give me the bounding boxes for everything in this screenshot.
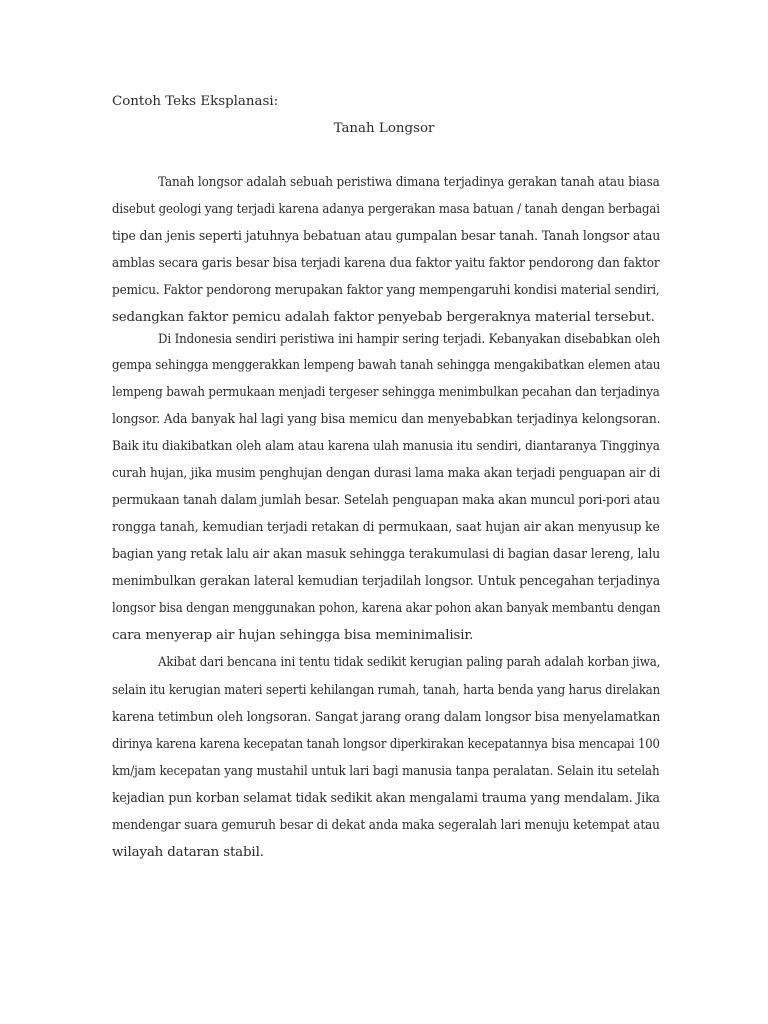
paragraph-line: longsor. Ada banyak hal lagi yang bisa memicu dan menyebabkan terjadinya kelongsoran. xyxy=(112,412,661,427)
paragraph-line: tipe dan jenis seperti jatuhnya bebatuan atau gumpalan besar tanah. Tanah longsor atau xyxy=(112,229,661,244)
paragraph-line: karena tetimbun oleh longsoran. Sangat jarang orang dalam longsor bisa menyelamatkan xyxy=(112,710,661,725)
paragraph-line: disebut geologi yang terjadi karena adanya pergerakan masa batuan / tanah dengan berbagai xyxy=(112,202,660,217)
paragraph-line: Baik itu diakibatkan oleh alam atau karena ulah manusia itu sendiri, diantaranya Tingginya xyxy=(112,439,660,454)
paragraph-line: menimbulkan gerakan lateral kemudian terjadilah longsor. Untuk pencegahan terjadinya xyxy=(112,574,661,589)
document-title: Tanah Longsor xyxy=(333,121,435,136)
paragraph-line: wilayah dataran stabil. xyxy=(112,845,264,860)
paragraph-line: Di Indonesia sendiri peristiwa ini hampir sering terjadi. Kebanyakan disebabkan oleh xyxy=(158,332,661,347)
paragraph-line: rongga tanah, kemudian terjadi retakan di permukaan, saat hujan air akan menyusup ke xyxy=(112,520,660,535)
paragraph-line: dirinya karena karena kecepatan tanah longsor diperkirakan kecepatannya bisa mencapai 100 xyxy=(112,737,660,752)
paragraph-line: cara menyerap air hujan sehingga bisa meminimalisir. xyxy=(112,628,474,643)
paragraph-line: selain itu kerugian materi seperti kehilangan rumah, tanah, harta benda yang harus direlakan xyxy=(112,683,661,698)
paragraph-line: Tanah longsor adalah sebuah peristiwa dimana terjadinya gerakan tanah atau biasa xyxy=(158,175,660,190)
paragraph-line: curah hujan, jika musim penghujan dengan durasi lama maka akan terjadi penguapan air di xyxy=(112,466,661,481)
paragraph-line: sedangkan faktor pemicu adalah faktor penyebab bergeraknya material tersebut. xyxy=(112,310,655,325)
paragraph-line: km/jam kecepatan yang mustahil untuk lari bagi manusia tanpa peralatan. Selain itu setelah xyxy=(112,764,660,779)
document-label: Contoh Teks Eksplanasi: xyxy=(112,94,279,109)
paragraph-line: longsor bisa dengan menggunakan pohon, karena akar pohon akan banyak membantu dengan xyxy=(112,601,661,616)
paragraph-line: mendengar suara gemuruh besar di dekat anda maka segeralah lari menuju ketempat atau xyxy=(112,818,660,833)
paragraph-line: gempa sehingga menggerakkan lempeng bawah tanah sehingga mengakibatkan elemen atau xyxy=(112,358,661,373)
paragraph-line: Akibat dari bencana ini tentu tidak sedikit kerugian paling parah adalah korban jiwa, xyxy=(158,655,661,670)
paragraph-line: lempeng bawah permukaan menjadi tergeser sehingga menimbulkan pecahan dan terjadinya xyxy=(112,385,660,400)
paragraph-line: permukaan tanah dalam jumlah besar. Setelah penguapan maka akan muncul pori-pori atau xyxy=(112,493,660,508)
paragraph-line: amblas secara garis besar bisa terjadi karena dua faktor yaitu faktor pendorong dan faktor xyxy=(112,256,660,271)
paragraph-line: pemicu. Faktor pendorong merupakan faktor yang mempengaruhi kondisi material sendiri, xyxy=(112,283,660,298)
paragraph-line: bagian yang retak lalu air akan masuk sehingga terakumulasi di bagian dasar lereng, lalu xyxy=(112,547,661,562)
paragraph-line: kejadian pun korban selamat tidak sedikit akan mengalami trauma yang mendalam. Jika xyxy=(112,791,660,806)
